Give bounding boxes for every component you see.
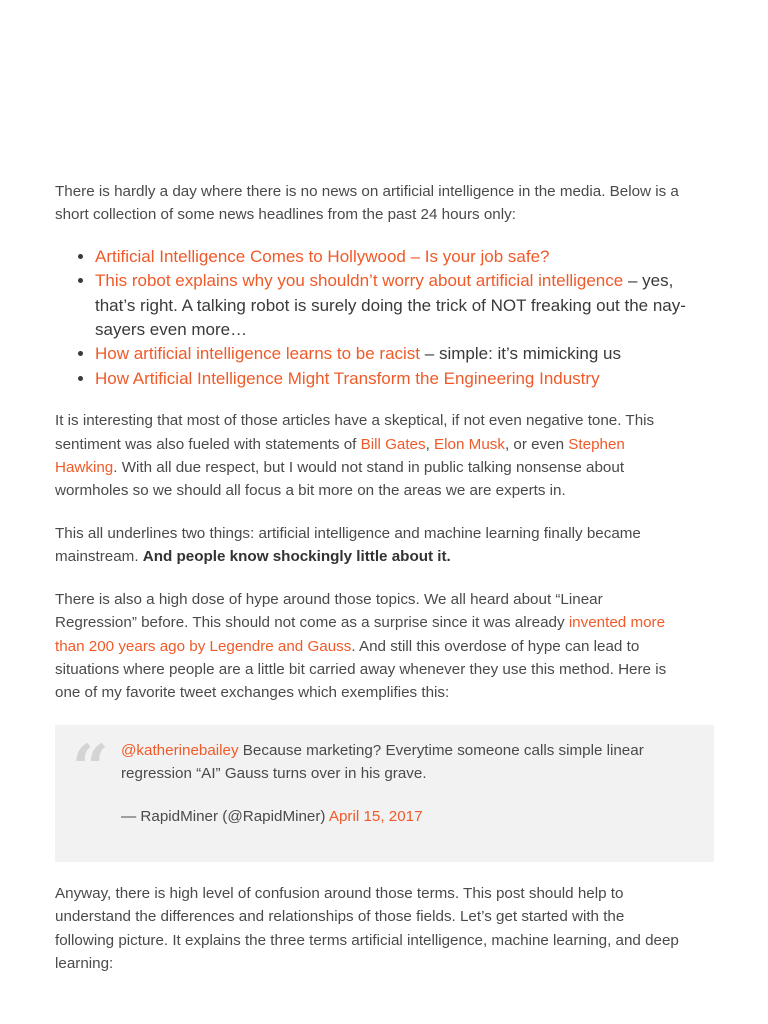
skeptical-paragraph [55, 409, 685, 503]
paragraph-text: It is interesting that most of those articles have a skeptical, if not even negative tone. This sentiment was also fueled with statements of [55, 412, 655, 453]
paragraph-text: . And still this overdose of hype can lead to situations where people are a little bit carried away whenever they use this method. Here is one of my favorite tweet exchanges which exemplifies this: [55, 637, 667, 702]
tweet-citation [121, 805, 423, 828]
tweet-author: — RapidMiner (@RapidMiner) [121, 807, 329, 825]
headline-list [55, 245, 715, 391]
quote-icon: “ [72, 730, 109, 806]
tweet-date-link[interactable]: April 15, 2017 [328, 807, 423, 825]
headline-comment: – yes, that’s right. A talking robot is surely doing the trick of NOT freaking out the nay-sayers even more… [95, 271, 686, 340]
stephen-hawking-link[interactable]: Stephen Hawking [55, 435, 625, 477]
paragraph-text: This all underlines two things: artificial intelligence and machine learning finally became mainstream. [55, 524, 641, 566]
confusion-paragraph: Anyway, there is high level of confusion around those terms. This post should help to understand the differences and relationships of those fields. Let’s get started with the following picture. It explains the three terms artificial intelligence, machine learning, and deep learning: [55, 884, 679, 972]
paragraph-text: , [425, 435, 435, 453]
list-item [95, 367, 715, 391]
elon-musk-link[interactable]: Elon Musk [434, 435, 505, 453]
paragraph-text: There is also a high dose of hype around those topics. We all heard about “Linear Regression” before. This should not come as a surprise since it was already [55, 590, 603, 632]
mainstream-paragraph [55, 522, 685, 569]
paragraph-text: . With all due respect, but I would not stand in public talking nonsense about wormholes so we should all focus a bit more on the areas we are experts in. [55, 459, 625, 500]
hype-paragraph [55, 588, 685, 705]
headline-link-robot[interactable]: This robot explains why you shouldn’t worry about artificial intelligence [95, 271, 624, 291]
intro-paragraph: There is hardly a day where there is no news on artificial intelligence in the media. Below is a short collection of some news headlines from the past 24 hours only: [55, 183, 679, 224]
tweet-text [121, 739, 681, 786]
emphasis-text: And people know shockingly little about it. [142, 548, 451, 566]
headline-link-hollywood[interactable]: Artificial Intelligence Comes to Hollywood – Is your job safe? [95, 246, 550, 266]
article-body [55, 180, 715, 975]
mention-link[interactable]: @katherinebailey [121, 741, 239, 759]
headline-link-racist[interactable]: How artificial intelligence learns to be racist [95, 344, 421, 364]
list-item [95, 342, 715, 366]
headline-link-engineering[interactable]: How Artificial Intelligence Might Transform the Engineering Industry [95, 368, 600, 388]
tweet-blockquote [55, 725, 714, 862]
list-item [95, 245, 715, 269]
paragraph-text: , or even [504, 435, 569, 453]
legendre-gauss-link[interactable]: invented more than 200 years ago by Legendre and Gauss [55, 614, 666, 655]
headline-comment: – simple: it’s mimicking us [420, 344, 621, 364]
list-item [95, 269, 715, 342]
tweet-body: Because marketing? Everytime someone calls simple linear regression “AI” Gauss turns over in his grave. [121, 741, 644, 783]
bill-gates-link[interactable]: Bill Gates [360, 435, 426, 453]
